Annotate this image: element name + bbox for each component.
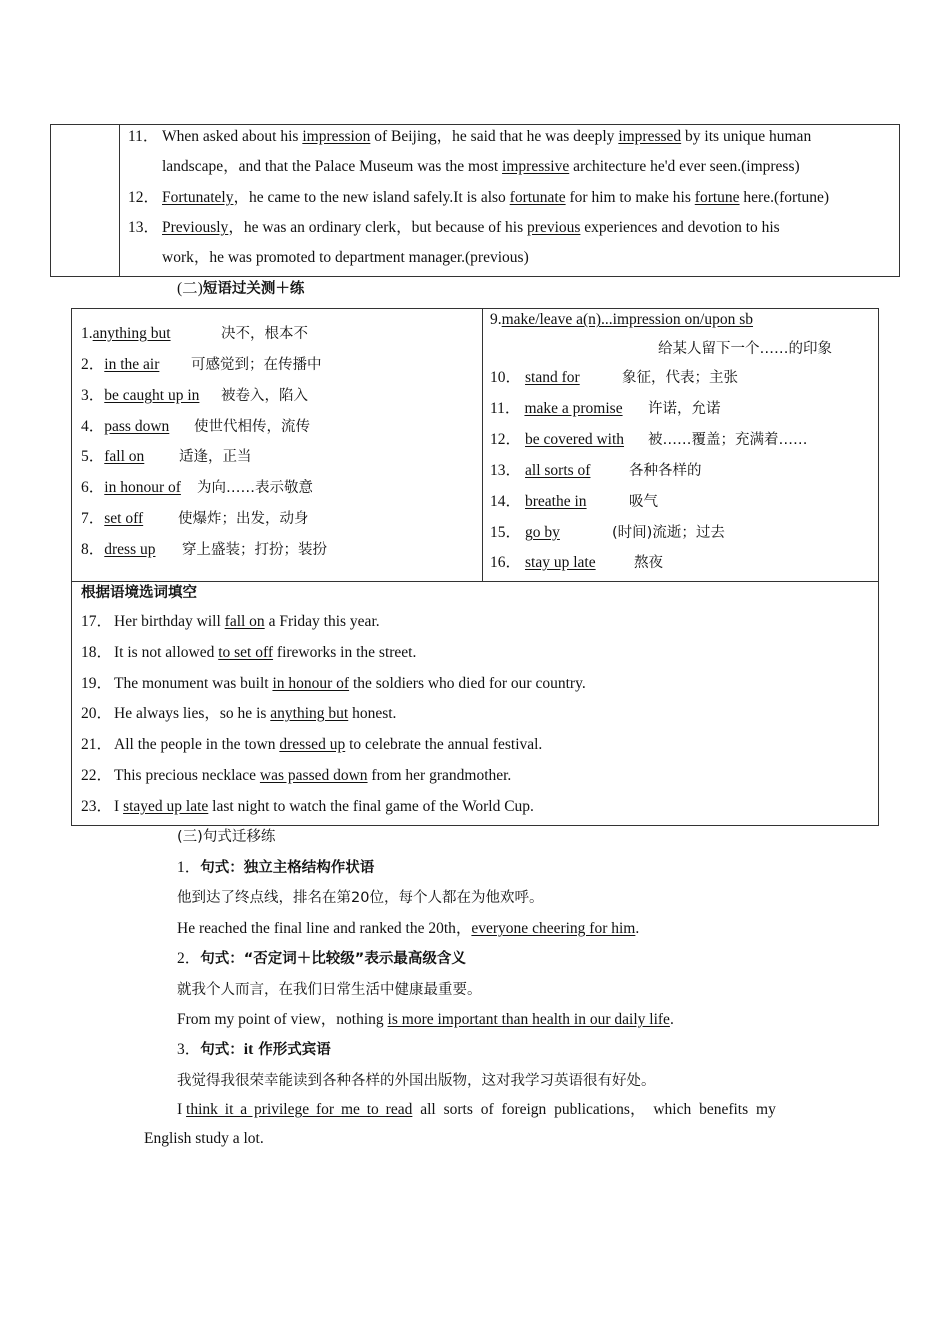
phrase-text: stay up late — [525, 554, 596, 571]
fill-text: Her birthday will — [114, 613, 225, 630]
answer-word: fortunate — [509, 189, 566, 206]
phrase-text: set off — [104, 510, 144, 527]
phrase-text: in honour of — [104, 479, 181, 496]
s3-en: I think it a privilege for me to read all sorts of foreign publications， which benefits my — [177, 1101, 776, 1118]
phrase-meaning: (时间)流逝；过去 — [612, 525, 725, 541]
text-segment: experiences and devotion to his — [580, 219, 780, 236]
phrase-item — [81, 324, 171, 344]
fill-answer: fall on — [224, 613, 265, 630]
phrase-item — [490, 430, 624, 450]
answer-word: fortune — [694, 189, 740, 206]
phrase-item — [490, 523, 560, 543]
phrase-item — [81, 447, 144, 467]
fill-number: 18． — [81, 644, 113, 661]
phrase-meaning: 为向……表示敬意 — [197, 480, 313, 496]
phrase-number: 10． — [490, 369, 522, 386]
fill-text: from her grandmother. — [367, 767, 512, 784]
phrase-text: fall on — [104, 448, 145, 465]
phrase-text: anything but — [92, 325, 171, 342]
fill-text: the soldiers who died for our country. — [349, 675, 586, 692]
top-item-number: 11． — [128, 128, 159, 145]
phrase-item — [81, 509, 143, 529]
fill-text: He always lies，so he is — [114, 705, 271, 722]
text-segment: work，he was promoted to department manager.(previous) — [162, 249, 529, 266]
phrase-text: be covered with — [525, 431, 625, 448]
top-table-divider — [119, 124, 120, 277]
phrase-number: 2． — [81, 356, 105, 373]
phrase-meaning: 熬夜 — [634, 555, 663, 571]
phrase-number: 4． — [81, 418, 105, 435]
fill-item — [81, 674, 586, 694]
text-segment: by its unique human — [681, 128, 812, 145]
fill-answer: dressed up — [279, 736, 346, 753]
fill-text: last night to watch the final game of the World Cup. — [208, 798, 534, 815]
fill-text: All the people in the town — [114, 736, 280, 753]
phrase-item — [81, 355, 159, 375]
fill-text: honest. — [348, 705, 397, 722]
s2-title: 2．句式：“否定词＋比较级”表示最高级含义 — [177, 950, 466, 967]
phrase-item — [81, 417, 169, 437]
phrase-number: 13． — [490, 462, 522, 479]
answer-word: previous — [527, 219, 581, 236]
phrase-item-9: 9.make/leave a(n)...impression on/upon sb — [490, 311, 754, 328]
phrase-text: in the air — [104, 356, 160, 373]
phrase-meaning: 适逢，正当 — [179, 449, 252, 465]
fill-number: 22． — [81, 767, 113, 784]
fill-title: 根据语境选词填空 — [81, 585, 197, 601]
s1-cn: 他到达了终点线，排名在第20位，每个人都在为他欢呼。 — [177, 890, 544, 906]
s3-title: 3．句式：it 作形式宾语 — [177, 1041, 331, 1058]
phrase-number: 5． — [81, 448, 105, 465]
top-item-text — [162, 127, 811, 147]
phrase-text: make a promise — [524, 400, 623, 417]
fill-item — [81, 643, 416, 663]
text-segment: landscape，and that the Palace Museum was the most — [162, 158, 503, 175]
answer-word: Fortunately — [162, 189, 234, 206]
phrase-item — [490, 461, 590, 481]
phrase-number: 8． — [81, 541, 105, 558]
text-segment: architecture he'd ever seen.(impress) — [569, 158, 800, 175]
s3-cn: 我觉得我很荣幸能读到各种各样的外国出版物，这对我学习英语很有好处。 — [177, 1073, 656, 1089]
s3-en-cont: English study a lot. — [144, 1130, 264, 1147]
phrase-meaning: 穿上盛装；打扮；装扮 — [182, 542, 327, 558]
top-item-text — [162, 188, 829, 208]
phrase-text: stand for — [525, 369, 580, 386]
phrase-meaning: 使世代相传，流传 — [194, 419, 310, 435]
phrase-item-9-phrase: make/leave a(n)...impression on/upon sb — [501, 311, 754, 328]
fill-text: a Friday this year. — [264, 613, 380, 630]
phrase-text: all sorts of — [525, 462, 591, 479]
text-segment: here.(fortune) — [739, 189, 830, 206]
s2-cn: 就我个人而言，在我们日常生活中健康最重要。 — [177, 982, 482, 998]
phrase-meaning: 可感觉到；在传播中 — [191, 357, 322, 373]
phrase-item-9-meaning: 给某人留下一个……的印象 — [658, 341, 832, 357]
text-segment: ，he was an ordinary clerk，but because of his — [228, 219, 528, 236]
fill-item — [81, 766, 511, 786]
s1-en: He reached the final line and ranked the 20th，everyone cheering for him. — [177, 920, 640, 937]
phrase-number: 7． — [81, 510, 105, 527]
phrase-text: be caught up in — [104, 387, 200, 404]
phrase-item — [490, 399, 623, 419]
phrase-text: dress up — [104, 541, 156, 558]
fill-number: 17． — [81, 613, 113, 630]
fill-answer: in honour of — [272, 675, 350, 692]
answer-word: impressive — [502, 158, 570, 175]
phrase-number: 6． — [81, 479, 105, 496]
answer-word: impression — [302, 128, 371, 145]
phrase-table-hdivider — [71, 581, 879, 582]
fill-number: 21． — [81, 736, 113, 753]
phrase-number: 14． — [490, 493, 522, 510]
phrase-number: 15． — [490, 524, 522, 541]
fill-answer: anything but — [270, 705, 349, 722]
text-segment: for him to make his — [565, 189, 695, 206]
phrase-table-vdivider — [482, 308, 483, 581]
phrase-number: 12． — [490, 431, 522, 448]
phrase-text: breathe in — [525, 493, 587, 510]
answer-word: impressed — [618, 128, 682, 145]
phrase-item — [81, 478, 181, 498]
fill-item — [81, 612, 380, 632]
s2-en: From my point of view，nothing is more important than health in our daily life. — [177, 1011, 674, 1028]
section2-heading: (二)短语过关测＋练 — [177, 280, 305, 297]
section3-heading: (三)句式迁移练 — [177, 829, 276, 845]
fill-text: fireworks in the street. — [273, 644, 417, 661]
fill-item — [81, 735, 542, 755]
fill-answer: to set off — [218, 644, 274, 661]
fill-number: 23． — [81, 798, 113, 815]
phrase-meaning: 吸气 — [629, 494, 658, 510]
phrase-meaning: 被卷入，陷入 — [221, 388, 308, 404]
fill-answer: stayed up late — [123, 798, 209, 815]
phrase-number: 11． — [490, 400, 521, 417]
phrase-meaning: 象征，代表；主张 — [622, 370, 738, 386]
text-segment: ，he came to the new island safely.It is also — [233, 189, 510, 206]
phrase-number: 3． — [81, 387, 105, 404]
text-segment: of Beijing，he said that he was deeply — [370, 128, 619, 145]
s1-title: 1．句式：独立主格结构作状语 — [177, 859, 375, 876]
fill-text: It is not allowed — [114, 644, 219, 661]
fill-text: I — [114, 798, 124, 815]
phrase-meaning: 许诺，允诺 — [648, 401, 721, 417]
phrase-text: go by — [525, 524, 560, 541]
fill-text: This precious necklace — [114, 767, 260, 784]
answer-word: Previously — [162, 219, 229, 236]
text-segment: When asked about his — [162, 128, 303, 145]
fill-number: 19． — [81, 675, 113, 692]
top-item-text-cont — [162, 157, 800, 177]
phrase-number: 16． — [490, 554, 522, 571]
top-item-text-cont — [162, 248, 529, 268]
phrase-item — [490, 492, 587, 512]
phrase-meaning: 各种各样的 — [629, 463, 702, 479]
fill-text: to celebrate the annual festival. — [345, 736, 543, 753]
fill-text: The monument was built — [114, 675, 273, 692]
top-item-number: 13． — [128, 219, 160, 236]
phrase-number: 1. — [81, 325, 93, 342]
top-item-text — [162, 218, 780, 238]
phrase-item — [490, 368, 580, 388]
phrase-meaning: 使爆炸；出发，动身 — [178, 511, 309, 527]
fill-item — [81, 797, 534, 817]
fill-answer: was passed down — [259, 767, 368, 784]
phrase-item — [490, 553, 596, 573]
phrase-meaning: 决不，根本不 — [221, 326, 308, 342]
fill-number: 20． — [81, 705, 113, 722]
phrase-meaning: 被……覆盖；充满着…… — [648, 432, 808, 448]
phrase-item — [81, 386, 199, 406]
top-item-number: 12． — [128, 189, 160, 206]
fill-item — [81, 704, 396, 724]
phrase-text: pass down — [104, 418, 170, 435]
phrase-item — [81, 540, 156, 560]
